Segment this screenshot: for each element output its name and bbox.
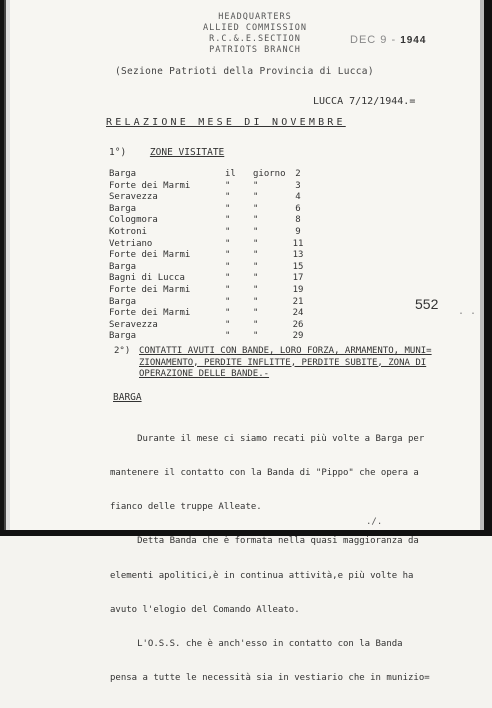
visit-ditto-1: il — [225, 169, 236, 179]
hq-line: HEADQUARTERS — [218, 12, 292, 22]
visit-place: Seravezza — [109, 319, 158, 330]
visit-day: 13 — [292, 250, 304, 261]
section-2-title-line: CONTATTI AVUTI CON BANDE, LORO FORZA, ARMAMENTO, MUNI= — [139, 346, 432, 356]
visit-ditto-2: " — [253, 180, 259, 191]
visit-ditto-2: " — [253, 273, 259, 284]
visit-day: 2 — [295, 169, 301, 179]
section-subtitle: (Sezione Patrioti della Provincia di Lucca) — [115, 66, 374, 77]
section-1-number: 1°) — [109, 147, 127, 158]
visit-ditto-2: " — [253, 261, 259, 272]
paragraph-line: Durante il mese ci siamo recati più volte a Barga per — [110, 433, 425, 444]
visit-ditto-2: giorno — [253, 169, 286, 179]
visit-ditto-2: " — [253, 203, 259, 214]
visit-ditto-1: " — [225, 319, 231, 330]
visit-place: Barga — [109, 261, 137, 272]
visit-ditto-2: " — [253, 331, 259, 342]
stamp-date: DEC 9 - — [350, 34, 397, 46]
paragraph-line: mantenere il contatto con la Banda di "Pippo" che opera a — [110, 468, 419, 479]
visit-ditto-2: " — [253, 319, 259, 330]
visit-ditto-1: " — [225, 284, 231, 295]
hq-line: PATRIOTS BRANCH — [209, 45, 301, 55]
visit-ditto-1: " — [225, 308, 231, 319]
visit-ditto-2: " — [253, 215, 259, 226]
visit-day: 3 — [295, 180, 301, 191]
stamp-year: 1944 — [400, 35, 427, 46]
visit-ditto-1: " — [225, 296, 231, 307]
visit-place: Forte dei Marmi — [109, 284, 191, 295]
visit-place: Seravezza — [109, 192, 158, 203]
visit-ditto-1: " — [225, 273, 231, 284]
scan-left-border — [0, 0, 10, 536]
visit-place: Vetriano — [109, 238, 153, 249]
visit-day: 11 — [292, 238, 304, 249]
section-2-number: 2°) — [114, 346, 131, 356]
visit-ditto-1: " — [225, 261, 231, 272]
hq-line: R.C.&.E.SECTION — [209, 34, 301, 44]
continuation-mark: ./. — [366, 517, 383, 527]
visit-ditto-2: " — [253, 238, 259, 249]
visit-day: 26 — [292, 319, 304, 330]
visit-place: Cologmora — [109, 215, 158, 226]
paragraph-line: pensa a tutte le necessità sia in vestiario che in munizio= — [110, 673, 430, 684]
visit-day: 4 — [295, 192, 301, 203]
visit-ditto-2: " — [253, 250, 259, 261]
margin-dots: . . — [458, 306, 477, 317]
paragraph-line: elementi apolitici,è in continua attività,e più volte ha — [110, 570, 414, 581]
visit-place: Barga — [109, 203, 137, 214]
visit-ditto-2: " — [253, 284, 259, 295]
visit-place: Barga — [109, 296, 137, 307]
section-2-title-line: OPERAZIONE DELLE BANDE.- — [139, 369, 270, 379]
visit-ditto-1: " — [225, 180, 231, 191]
visit-ditto-1: " — [225, 203, 231, 214]
visit-place: Forte dei Marmi — [109, 250, 191, 261]
paragraph-line: L'O.S.S. che è anch'esso in contatto con la Banda — [110, 639, 403, 650]
visit-place: Forte dei Marmi — [109, 308, 191, 319]
visit-ditto-2: " — [253, 192, 259, 203]
visit-day: 29 — [292, 331, 304, 342]
visit-ditto-1: " — [225, 250, 231, 261]
scan-right-border — [474, 0, 492, 536]
visit-ditto-2: " — [253, 308, 259, 319]
visit-place: Forte dei Marmi — [109, 180, 191, 191]
paragraph-line: fianco delle truppe Alleate. — [110, 502, 262, 513]
visit-day: 6 — [295, 203, 301, 214]
headquarters-block — [180, 12, 330, 56]
place-and-date: LUCCA 7/12/1944.= — [313, 96, 416, 107]
paragraph-line: Detta Banda che è formata nella quasi maggioranza da — [110, 536, 419, 547]
section-1-title: ZONE VISITATE — [149, 147, 225, 158]
visit-place: Kotroni — [109, 226, 147, 237]
section-2-title-line: ZIONAMENTO, PERDITE INFLITTE, PERDITE SUBITE, ZONA DI — [139, 357, 427, 368]
visit-day: 15 — [292, 261, 304, 272]
barga-paragraph — [110, 411, 470, 708]
visit-place: Bagni di Lucca — [109, 273, 185, 284]
hq-line: ALLIED COMMISSION — [203, 23, 307, 33]
report-title: RELAZIONE MESE DI NOVEMBRE — [106, 117, 346, 128]
visit-ditto-1: " — [225, 226, 231, 237]
visit-ditto-1: " — [225, 192, 231, 203]
date-received-stamp — [350, 34, 426, 46]
paragraph-line: avuto l'elogio del Comando Alleato. — [110, 604, 300, 615]
visit-place: Barga — [109, 331, 137, 342]
visit-day: 24 — [292, 308, 304, 319]
visit-ditto-2: " — [253, 296, 259, 307]
visit-day: 9 — [295, 226, 301, 237]
visit-day: 19 — [292, 284, 304, 295]
visit-day: 21 — [292, 296, 304, 307]
margin-number: 552 — [415, 296, 439, 312]
visit-ditto-2: " — [253, 226, 259, 237]
visit-day: 17 — [292, 273, 304, 284]
visit-ditto-1: " — [225, 331, 231, 342]
barga-heading: BARGA — [113, 392, 142, 403]
section-1-heading — [109, 147, 224, 158]
visit-day: 8 — [295, 215, 301, 226]
visit-ditto-1: " — [225, 238, 231, 249]
visit-place: Barga — [109, 169, 137, 179]
section-2-heading — [114, 346, 454, 381]
visit-ditto-1: " — [225, 215, 231, 226]
